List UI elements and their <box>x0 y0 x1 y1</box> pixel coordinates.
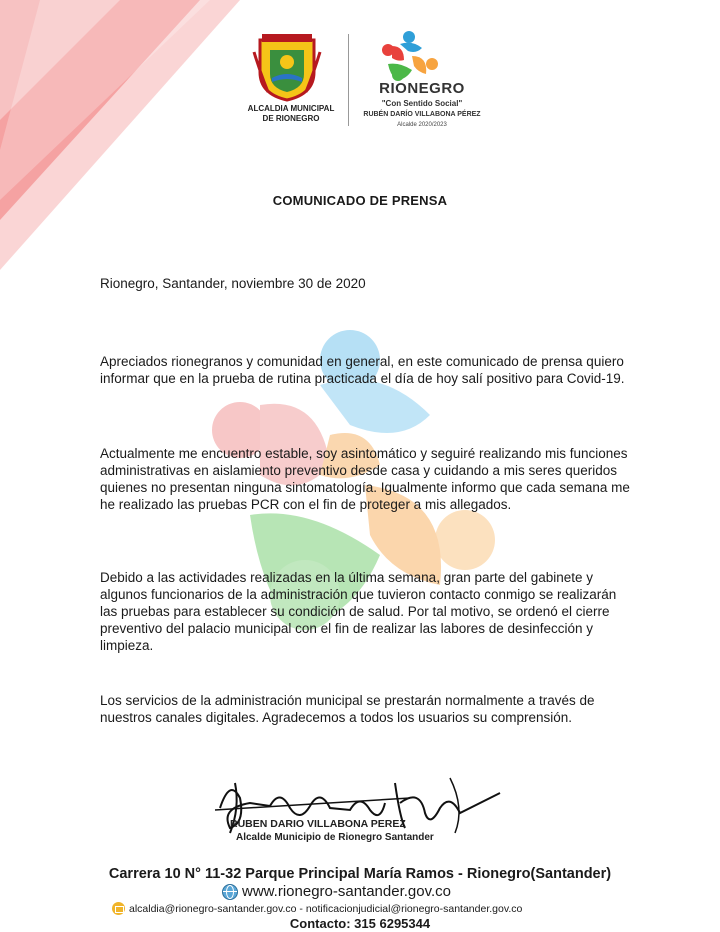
rionegro-brand-logo-icon <box>378 30 440 82</box>
brand-name: RIONEGRO <box>379 80 465 97</box>
press-release-title: COMUNICADO DE PRENSA <box>272 193 448 208</box>
footer-emails[interactable] <box>112 902 522 915</box>
signer-name: RUBEN DARIO VILLABONA PEREZ <box>230 818 406 830</box>
header-logos <box>238 30 488 140</box>
mail-icon <box>112 902 125 915</box>
paragraph-2: Actualmente me encuentro estable, soy asintomático y seguiré realizando mis funciones administrativas en aislamiento preventivo desde casa y cuidando a mis seres queridos quienes no presentan ninguna sintomatología. Igualmente informo que cada semana me he realizado las pruebas PCR con el fin de proteger a mis allegados. <box>100 446 630 512</box>
footer-address: Carrera 10 N° 11-32 Parque Principal María Ramos - Rionegro(Santander) <box>108 866 612 882</box>
paragraph-4: Los servicios de la administración municipal se prestarán normalmente a través de nuestros canales digitales. Agradecemos a todos los usuarios su comprensión. <box>100 693 595 725</box>
municipal-crest-icon <box>252 32 322 102</box>
decorative-corner-shape <box>0 0 240 270</box>
brand-mayor-name: RUBÉN DARÍO VILLABONA PÉREZ <box>363 111 481 118</box>
crest-label <box>238 104 344 124</box>
brand-period: Alcalde 2020/2023 <box>397 122 447 128</box>
paragraph-1: Apreciados rionegranos y comunidad en general, en este comunicado de prensa quiero informar que en la prueba de rutina practicada el día de hoy salí positivo para Covid-19. <box>100 354 625 386</box>
crest-label-line-1: ALCALDIA MUNICIPAL <box>247 104 335 113</box>
footer-contact: Contacto: 315 6295344 <box>289 916 431 931</box>
logo-divider <box>348 34 349 126</box>
paragraph-3: Debido a las actividades realizadas en la última semana, gran parte del gabinete y algunos funcionarios de la administración que tuvieron contacto conmigo se realizarán las pruebas para establecer su condición de salud. Por tal motivo, se ordenó el cierre preventivo del palacio municipal con el fin de realizar las labores de desinfección y limpieza. <box>100 570 617 653</box>
date-line: Rionegro, Santander, noviembre 30 de 2020 <box>100 276 366 291</box>
signer-title: Alcalde Municipio de Rionegro Santander <box>236 832 434 843</box>
brand-slogan: "Con Sentido Social" <box>381 99 463 108</box>
crest-label-line-2: DE RIONEGRO <box>262 114 320 123</box>
footer-website[interactable] <box>222 883 451 900</box>
email-links[interactable]: alcaldia@rionegro-santander.gov.co - notificacionjudicial@rionegro-santander.gov.co <box>129 902 523 915</box>
website-link[interactable]: www.rionegro-santander.gov.co <box>242 883 452 900</box>
globe-icon <box>222 884 238 900</box>
